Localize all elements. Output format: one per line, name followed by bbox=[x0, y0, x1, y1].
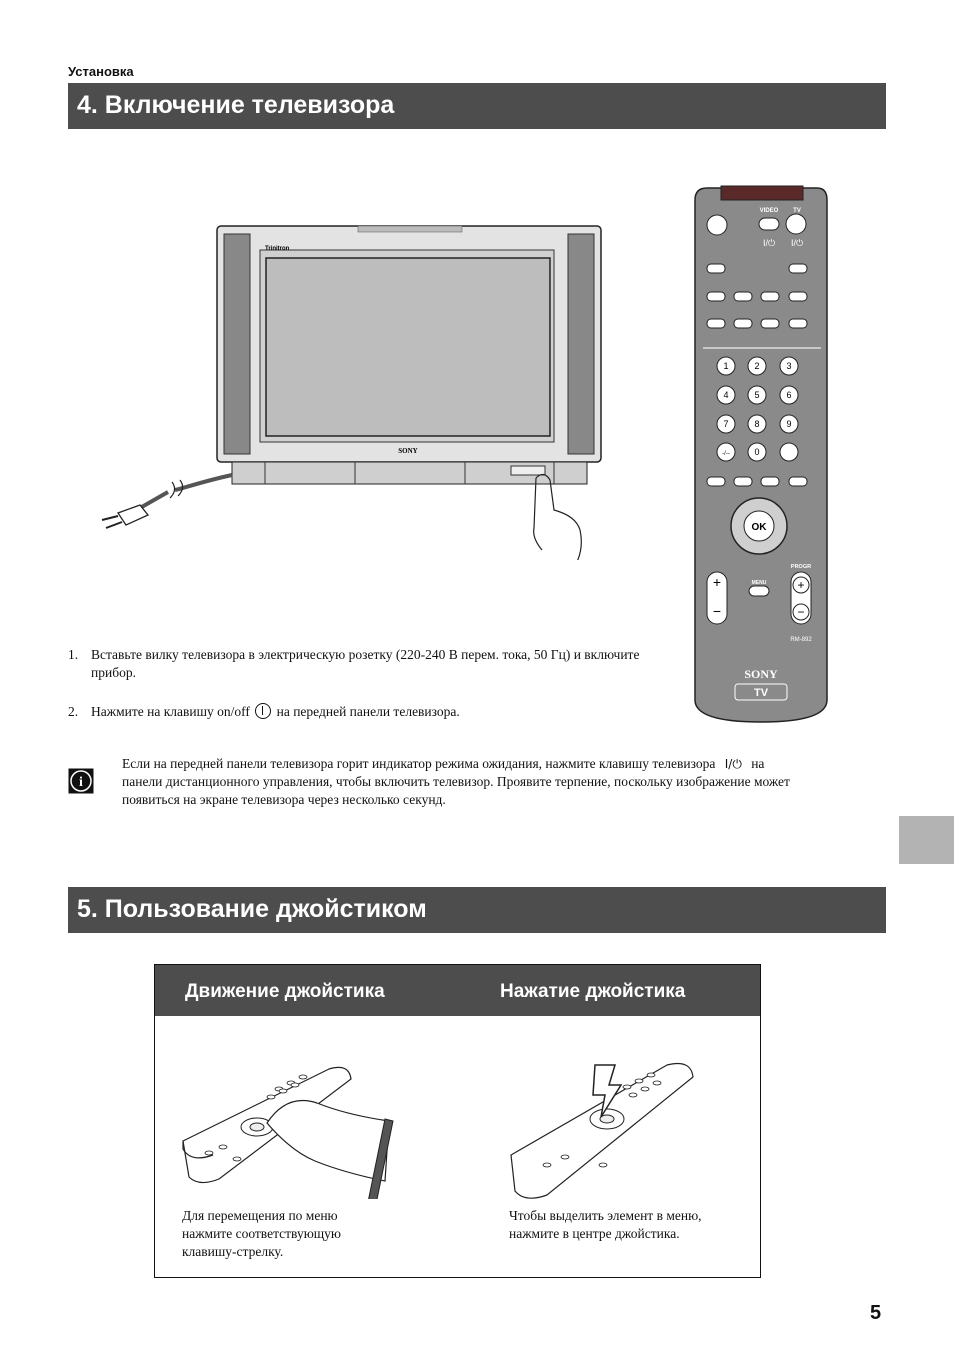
press-caption-line2: нажмите в центре джойстика. bbox=[509, 1226, 680, 1241]
joystick-press-illustration bbox=[507, 1045, 727, 1205]
tv-model-label: Trinitron bbox=[265, 246, 290, 252]
remote-key-2: 2 bbox=[754, 361, 760, 371]
remote-video-label: VIDEO bbox=[759, 208, 779, 214]
step-2-number: 2. bbox=[68, 704, 79, 719]
remote-brand-label: SONY bbox=[744, 667, 778, 681]
section-title-tv-on: 4. Включение телевизора bbox=[68, 83, 886, 129]
remote-tv-label: TV bbox=[793, 208, 801, 214]
remote-key-5: 5 bbox=[754, 390, 760, 400]
svg-text:+: + bbox=[712, 574, 722, 590]
joystick-panel bbox=[154, 964, 761, 1278]
note-line2: панели дистанционного управления, чтобы включить телевизор. Проявите терпение, поскольку изображение может bbox=[122, 774, 790, 789]
remote-key-dash: -/-- bbox=[722, 451, 730, 457]
remote-progr-label: PROGR bbox=[790, 564, 812, 570]
remote-key-0: 0 bbox=[754, 447, 760, 457]
svg-text:+: + bbox=[797, 578, 805, 592]
info-icon bbox=[68, 768, 94, 794]
tv-brand-label: SONY bbox=[398, 447, 418, 455]
remote-menu-label: MENU bbox=[751, 580, 767, 586]
remote-video-standby: I/⏻ bbox=[762, 238, 776, 248]
svg-text:−: − bbox=[712, 603, 722, 619]
joystick-move-title: Движение джойстика bbox=[185, 981, 385, 1002]
joystick-move-illustration bbox=[179, 1049, 399, 1199]
step-1-number: 1. bbox=[68, 647, 79, 662]
page-number: 5 bbox=[870, 1302, 882, 1324]
move-caption-line2: нажмите соответствующую bbox=[182, 1226, 342, 1241]
tv-illustration bbox=[90, 220, 610, 560]
section-label: Установка bbox=[68, 64, 134, 79]
remote-key-9: 9 bbox=[786, 419, 792, 429]
remote-ok-label: OK bbox=[751, 522, 767, 533]
info-note bbox=[122, 755, 862, 809]
step-1-text-line1: Вставьте вилку телевизора в электрическую розетку (220-240 В перем. тока, 50 Гц) и включите bbox=[91, 647, 640, 662]
joystick-press-caption bbox=[509, 1207, 739, 1243]
joystick-press-title: Нажатие джойстика bbox=[500, 981, 686, 1002]
press-caption-line1: Чтобы выделить элемент в меню, bbox=[509, 1208, 702, 1223]
remote-key-8: 8 bbox=[754, 419, 760, 429]
note-line1-after: на bbox=[751, 756, 765, 771]
joystick-panel-header bbox=[155, 965, 760, 1016]
svg-text:−: − bbox=[797, 605, 805, 619]
svg-text:i: i bbox=[79, 775, 83, 790]
remote-key-3: 3 bbox=[786, 361, 792, 371]
remote-mode-label: TV bbox=[753, 687, 769, 699]
tv-power-button bbox=[511, 466, 545, 475]
remote-key-1: 1 bbox=[723, 361, 729, 371]
remote-tv-standby: I/⏻ bbox=[790, 238, 804, 248]
note-line3: появиться на экране телевизора через несколько секунд. bbox=[122, 792, 446, 807]
power-icon bbox=[255, 703, 271, 719]
step-2-text-before: Нажмите на клавишу on/off bbox=[91, 704, 250, 719]
remote-key-7: 7 bbox=[723, 419, 729, 429]
side-tab-marker bbox=[899, 816, 954, 864]
remote-key-4: 4 bbox=[723, 390, 729, 400]
remote-control-illustration bbox=[693, 184, 831, 726]
standby-icon: I/⏻ bbox=[724, 757, 742, 771]
section-title-joystick: 5. Пользование джойстиком bbox=[68, 887, 886, 933]
joystick-move-caption bbox=[182, 1207, 412, 1261]
step-2-text-after: на передней панели телевизора. bbox=[276, 704, 460, 719]
remote-model-label: RM-892 bbox=[790, 637, 812, 643]
move-caption-line3: клавишу-стрелку. bbox=[182, 1244, 284, 1259]
note-line1-before: Если на передней панели телевизора горит индикатор режима ожидания, нажмите клавишу телевизора bbox=[122, 756, 716, 771]
step-1-text-line2: прибор. bbox=[91, 665, 136, 680]
remote-key-6: 6 bbox=[786, 390, 792, 400]
move-caption-line1: Для перемещения по меню bbox=[182, 1208, 338, 1223]
